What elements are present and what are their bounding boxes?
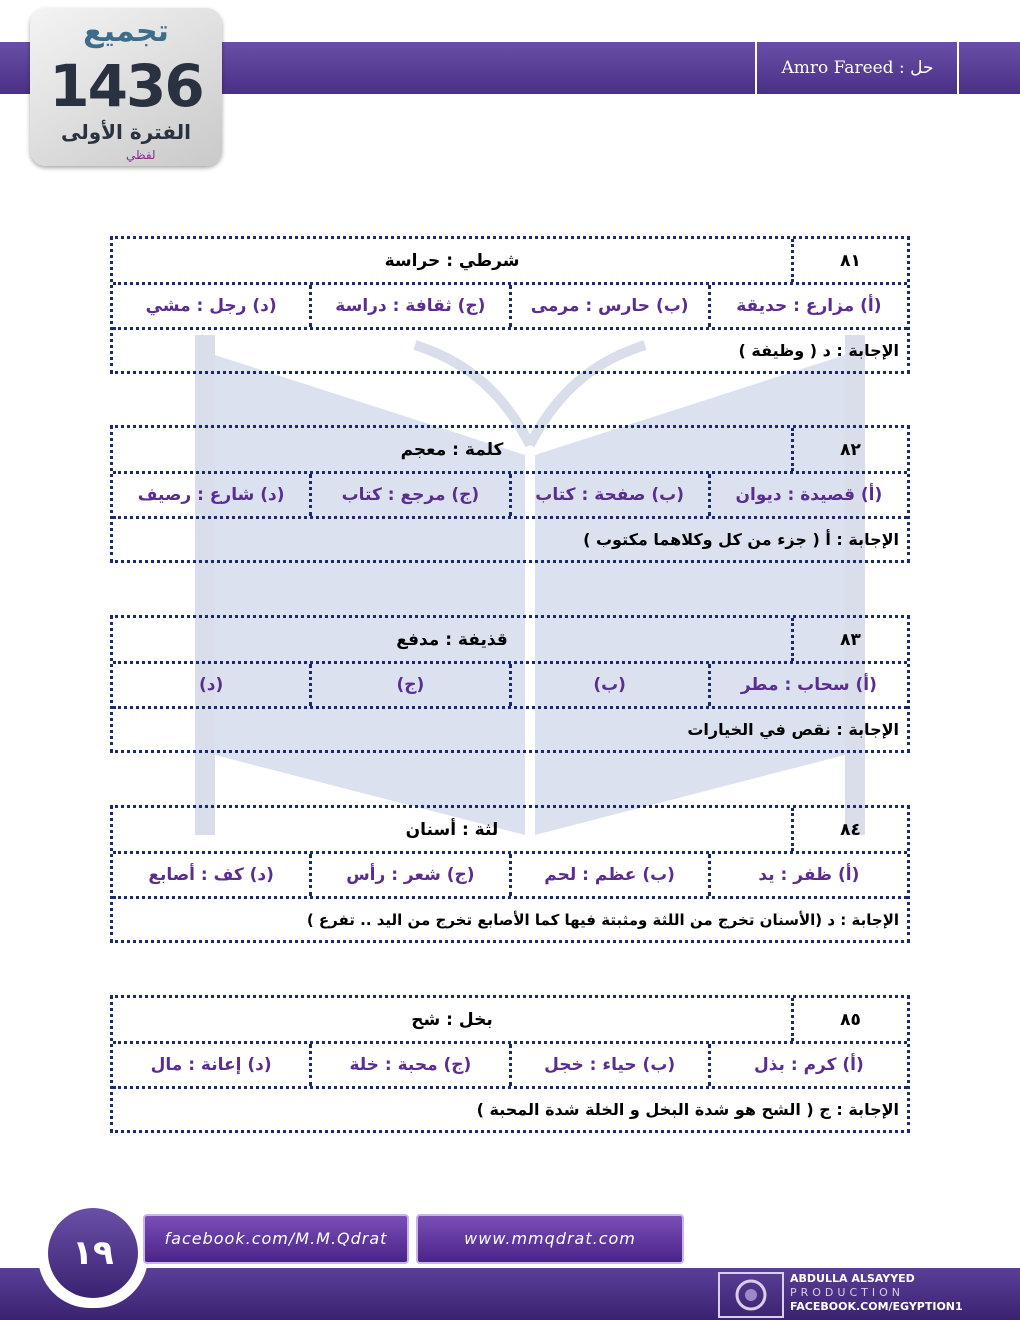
solver-credit: Amro Fareed : حل — [781, 58, 934, 78]
question-table — [110, 805, 910, 943]
book-watermark-icon — [195, 335, 865, 835]
header-separator — [755, 42, 757, 94]
header-separator — [957, 42, 959, 94]
option-d: (د) شارع : رصيف — [113, 474, 312, 516]
brand-name: ABDULLA ALSAYYED — [790, 1272, 915, 1285]
question-number: ٨٤ — [840, 819, 861, 840]
question-table — [110, 995, 910, 1133]
logo-year: 1436 — [49, 52, 203, 120]
brand-facebook: FACEBOOK.COM/EGYPTION1 — [790, 1300, 963, 1313]
option-b: (ب) صفحة : كتاب — [512, 474, 711, 516]
question-number: ٨٣ — [840, 629, 861, 650]
answer-text: الإجابة : د (الأسنان تخرج من اللثة ومثبتة فيها كما الأصابع تخرج من اليد .. تفرع ) — [306, 910, 899, 929]
option-b: (ب) حياء : خجل — [512, 1044, 711, 1086]
option-d: (د) رجل : مشي — [113, 285, 312, 327]
question-table — [110, 425, 910, 563]
answer-text: الإجابة : ج ( الشح هو شدة البخل و الخلة شدة المحبة ) — [476, 1100, 899, 1119]
option-d: (د) إعانة : مال — [113, 1044, 312, 1086]
page-number-badge — [38, 1198, 148, 1308]
option-b: (ب) عظم : لحم — [512, 854, 711, 896]
option-d: (د) كف : أصابع — [113, 854, 312, 896]
logo-title: تجميع — [83, 14, 169, 49]
question-pair: لثة : أسنان — [113, 808, 794, 851]
question-pair: قذيفة : مدفع — [113, 618, 794, 661]
option-b: (ب) حارس : مرمى — [512, 285, 711, 327]
option-c: (ج) ثقافة : دراسة — [312, 285, 511, 327]
option-b: (ب) — [512, 664, 711, 706]
question-pair: بخل : شح — [113, 998, 794, 1041]
option-c: (ج) — [312, 664, 511, 706]
option-c: (ج) محبة : خلة — [312, 1044, 511, 1086]
option-c: (ج) شعر : رأس — [312, 854, 511, 896]
website-link[interactable]: www.mmqdrat.com — [416, 1214, 684, 1264]
question-pair: كلمة : معجم — [113, 428, 794, 471]
facebook-link[interactable]: facebook.com/M.M.Qdrat — [143, 1214, 409, 1264]
answer-text: الإجابة : أ ( جزء من كل وكلاهما مكتوب ) — [583, 530, 899, 549]
logo-section: لفظي — [126, 148, 156, 162]
question-pair: شرطي : حراسة — [113, 239, 794, 282]
option-a: (أ) كرم : بذل — [753, 1055, 864, 1075]
option-c: (ج) مرجع : كتاب — [312, 474, 511, 516]
answer-text: الإجابة : د ( وظيفة ) — [738, 341, 899, 360]
option-a: (أ) مزارع : حديقة — [736, 296, 882, 316]
question-number: ٨٥ — [840, 1009, 861, 1030]
option-a: (أ) ظفر : يد — [758, 865, 860, 885]
question-table — [110, 615, 910, 753]
question-number: ٨٢ — [840, 439, 861, 460]
brand-production: PRODUCTION — [790, 1286, 904, 1299]
producer-brand — [718, 1272, 1018, 1316]
question-number: ٨١ — [840, 250, 861, 271]
page-number: ١٩ — [48, 1208, 138, 1298]
option-a: (أ) قصيدة : ديوان — [735, 485, 883, 505]
option-a: (أ) سحاب : مطر — [740, 675, 877, 695]
collection-logo — [30, 8, 222, 166]
option-d: (د) — [113, 664, 312, 706]
answer-text: الإجابة : نقص في الخيارات — [687, 720, 899, 739]
question-table — [110, 236, 910, 374]
camera-icon — [718, 1272, 784, 1318]
logo-period: الفترة الأولى — [60, 120, 192, 144]
